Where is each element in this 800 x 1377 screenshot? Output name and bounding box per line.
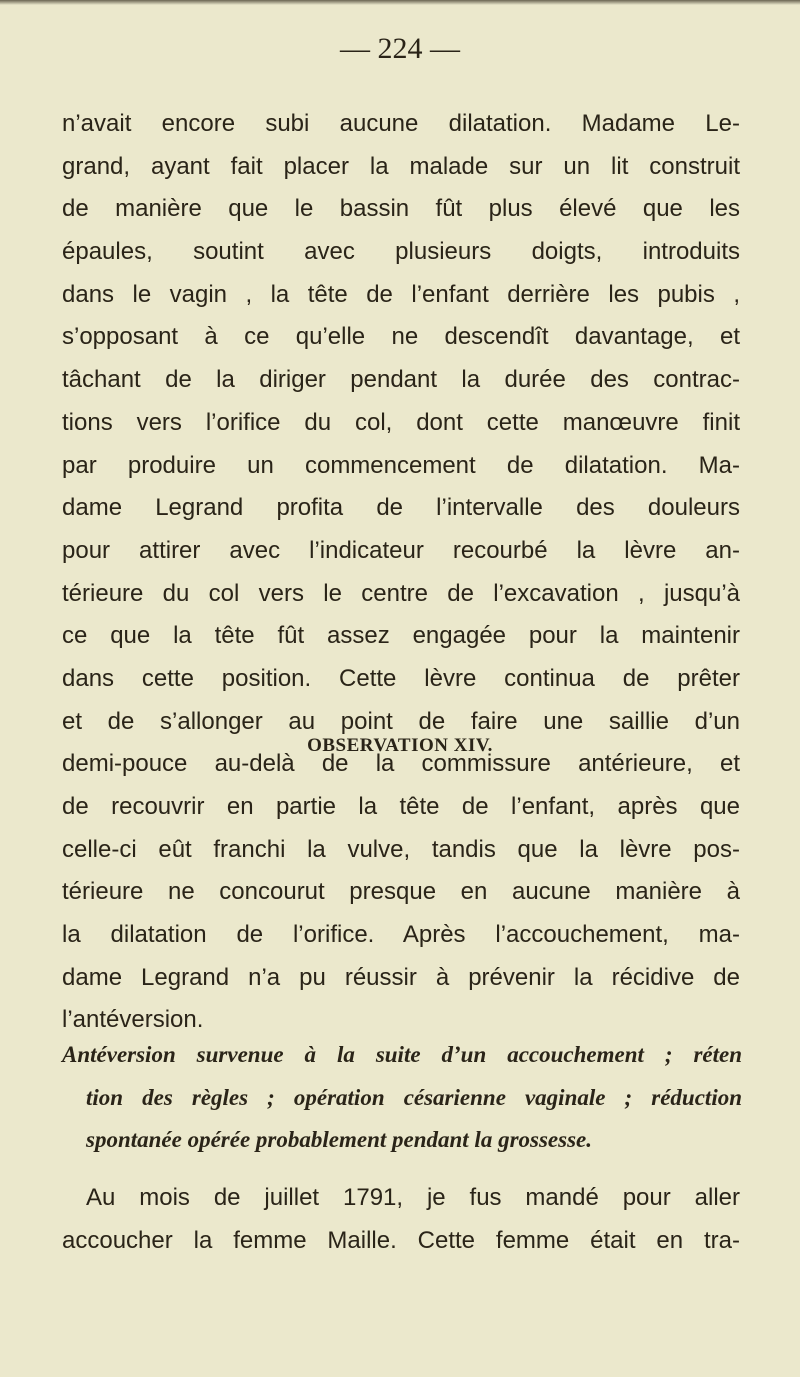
text-line: par produire un commencement de dilatation. Ma- [62,451,740,479]
text-line: s’opposant à ce qu’elle ne descendît davantage, et [62,323,740,351]
text-line: dame Legrand n’a pu réussir à prévenir la récidive de [62,963,740,991]
text-line: ce que la tête fût assez engagée pour la maintenir [62,622,740,650]
text-line: tions vers l’orifice du col, dont cette manœuvre finit [62,408,740,436]
text-line: spontanée opérée probablement pendant la grossesse. [86,1127,592,1152]
text-line: dame Legrand profita de l’intervalle des douleurs [62,494,740,522]
text-line: et de s’allonger au point de faire une saillie d’un [62,707,740,735]
text-line: tion des règles ; opération césarienne vaginale ; réduction [86,1084,742,1110]
text-line: grand, ayant fait placer la malade sur un lit construit [62,152,740,180]
text-line: térieure ne concourut presque en aucune manière à [62,878,740,906]
text-line: de manière que le bassin fût plus élevé que les [62,195,740,223]
text-line: dans le vagin , la tête de l’enfant derrière les pubis , [62,280,740,308]
observation-title: OBSERVATION XIV. [307,735,493,756]
text-line: n’avait encore subi aucune dilatation. Madame Le- [62,110,740,137]
paragraph-1 [62,103,740,1042]
page-edge-shadow [0,0,800,5]
observation-summary [62,1034,742,1162]
text-line: pour attirer avec l’indicateur recourbé la lèvre an- [62,536,740,564]
text-line: l’antéversion. [62,1006,204,1034]
text-line: Antéversion survenue à la suite d’un accouchement ; réten [62,1042,742,1067]
text-line: la dilatation de l’orifice. Après l’accouchement, ma- [62,921,740,949]
text-line: celle-ci eût franchi la vulve, tandis que la lèvre pos- [62,835,740,863]
text-line: de recouvrir en partie la tête de l’enfant, après que [62,793,740,820]
text-line: térieure du col vers le centre de l’excavation , jusqu’à [62,579,740,607]
paragraph-2 [62,1177,740,1262]
text-line: accoucher la femme Maille. Cette femme était en tra- [62,1226,740,1254]
text-line: épaules, soutint avec plusieurs doigts, introduits [62,238,740,266]
text-line: Au mois de juillet 1791, je fus mandé pour aller [86,1184,740,1211]
text-line: demi-pouce au-delà de la commissure antérieure, et [62,750,740,778]
text-line: dans cette position. Cette lèvre continua de prêter [62,664,740,692]
page-number: — 224 — [340,32,460,65]
text-line: tâchant de la diriger pendant la durée des contrac- [62,366,740,394]
